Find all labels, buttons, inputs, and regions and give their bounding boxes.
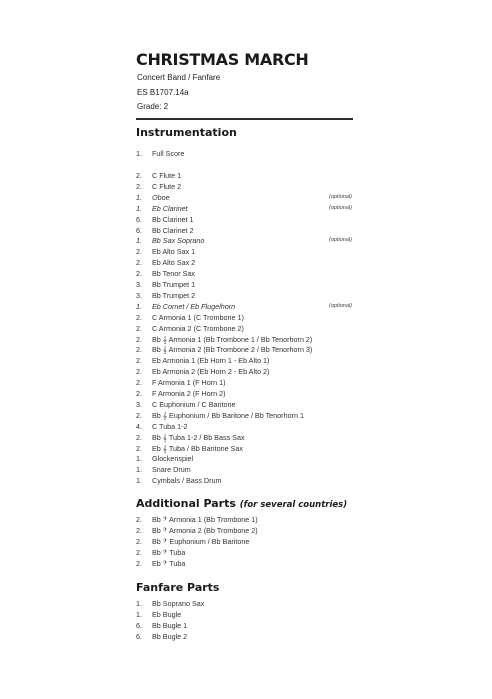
part-name: Bb Sax Soprano [152,236,205,246]
part-name: Eb Armonia 1 (Eb Horn 1 - Eb Alto 1) [152,356,270,366]
part-name: Full Score [152,149,185,158]
part-name: Eb Alto Sax 1 [152,247,196,257]
part-name: Oboe [152,192,170,202]
part-name: Cymbals / Bass Drum [152,476,222,486]
part-name: Bb Tenor Sax [152,269,196,279]
catalog-number: ES B1707.14a [137,88,189,97]
section-heading-fanfare-parts [136,581,219,594]
part-name: Bb 𝄞 Armonia 2 (Bb Trombone 2 / Bb Tenorhorn 3) [152,345,313,355]
part-name: Bb 𝄢 Armonia 1 (Bb Trombone 1) [152,515,258,524]
part-name: Eb Armonia 2 (Eb Horn 2 - Eb Alto 2) [152,367,270,377]
part-quantity: 2. [136,323,142,333]
part-name: Glockenspiel [152,454,194,464]
part-name: Eb Alto Sax 2 [152,258,196,268]
part-quantity: 3. [136,280,142,289]
part-quantity: 6. [136,631,142,641]
part-quantity: 1. [136,236,142,246]
part-quantity: 1. [136,149,142,158]
part-quantity: 1. [136,476,142,486]
part-name: F Armonia 1 (F Horn 1) [152,378,226,388]
part-name: Bb 𝄢 Tuba [152,547,186,557]
section-heading-note: (for several countries) [239,500,348,510]
part-quantity: 6. [136,214,142,224]
part-quantity: 1. [136,465,142,475]
part-name: Bb Trumpet 2 [152,290,196,300]
part-quantity: 2. [136,356,142,366]
section-heading-instrumentation [136,126,237,139]
part-quantity: 1. [136,203,142,213]
part-name: C Flute 2 [152,181,182,191]
part-quantity: 2. [136,389,142,398]
part-quantity: 2. [136,181,142,191]
part-name: Bb 𝄞 Tuba 1-2 / Bb Bass Sax [152,432,245,442]
part-name: Bb Clarinet 2 [152,225,194,235]
part-quantity: 1. [136,454,142,464]
part-name: Bb 𝄢 Armonia 2 (Bb Trombone 2) [152,525,258,535]
part-name: Bb Bugle 2 [152,631,188,641]
part-quantity: 2. [136,258,142,268]
part-quantity: 2. [136,558,142,568]
part-name: Eb Cornet / Eb Flugelhorn [152,301,236,311]
part-name: Eb 𝄢 Tuba [152,558,186,568]
part-quantity: 3. [136,399,142,409]
part-quantity: 6. [136,225,142,235]
part-quantity: 1. [136,609,142,619]
optional-label: (optional) [329,237,352,244]
part-name: Bb 𝄞 Euphonium / Bb Baritone / Bb Tenorhorn 1 [152,410,304,420]
part-name: Bb 𝄢 Euphonium / Bb Baritone [152,536,250,546]
part-name: Bb 𝄞 Armonia 1 (Bb Trombone 1 / Bb Tenorhorn 2) [152,334,313,344]
part-quantity: 2. [136,345,142,355]
part-quantity: 2. [136,536,142,546]
part-quantity: 2. [136,312,142,322]
optional-label: (optional) [329,193,352,200]
part-quantity: 4. [136,421,142,431]
part-quantity: 1. [136,192,142,202]
section-heading-text: Instrumentation [136,126,237,139]
optional-label: (optional) [329,302,352,309]
page-title: CHRISTMAS MARCH [136,50,309,69]
part-quantity: 2. [136,525,142,535]
optional-label: (optional) [329,204,352,211]
part-quantity: 2. [136,515,142,524]
section-heading-text: Additional Parts [136,497,236,510]
part-name: Eb Bugle [152,609,182,619]
part-quantity: 3. [136,290,142,300]
part-quantity: 2. [136,269,142,279]
part-name: Eb Clarinet [152,203,188,213]
header-divider [136,118,353,120]
part-quantity: 1. [136,599,142,608]
part-name: C Tuba 1-2 [152,421,188,431]
part-quantity: 1. [136,301,142,311]
part-name: Eb 𝄞 Tuba / Bb Baritone Sax [152,443,243,453]
part-quantity: 2. [136,247,142,257]
part-quantity: 2. [136,171,142,180]
part-name: C Flute 1 [152,171,182,180]
part-name: Bb Trumpet 1 [152,280,196,289]
part-quantity: 2. [136,432,142,442]
part-name: C Euphonium / C Baritone [152,399,236,409]
part-name: C Armonia 1 (C Trombone 1) [152,312,244,322]
grade-level: Grade: 2 [137,102,169,111]
part-quantity: 2. [136,334,142,344]
part-name: Snare Drum [152,465,191,475]
part-name: F Armonia 2 (F Horn 2) [152,389,226,398]
part-quantity: 6. [136,620,142,630]
section-heading-text: Fanfare Parts [136,581,220,594]
part-name: Bb Bugle 1 [152,620,188,630]
part-name: Bb Clarinet 1 [152,214,194,224]
part-quantity: 2. [136,443,142,453]
part-name: C Armonia 2 (C Trombone 2) [152,323,244,333]
ensemble-type: Concert Band / Fanfare [137,73,221,82]
part-name: Bb Soprano Sax [152,599,205,608]
part-quantity: 2. [136,410,142,420]
part-quantity: 2. [136,378,142,388]
part-quantity: 2. [136,547,142,557]
part-quantity: 2. [136,367,142,377]
section-heading-additional-parts [136,497,347,510]
